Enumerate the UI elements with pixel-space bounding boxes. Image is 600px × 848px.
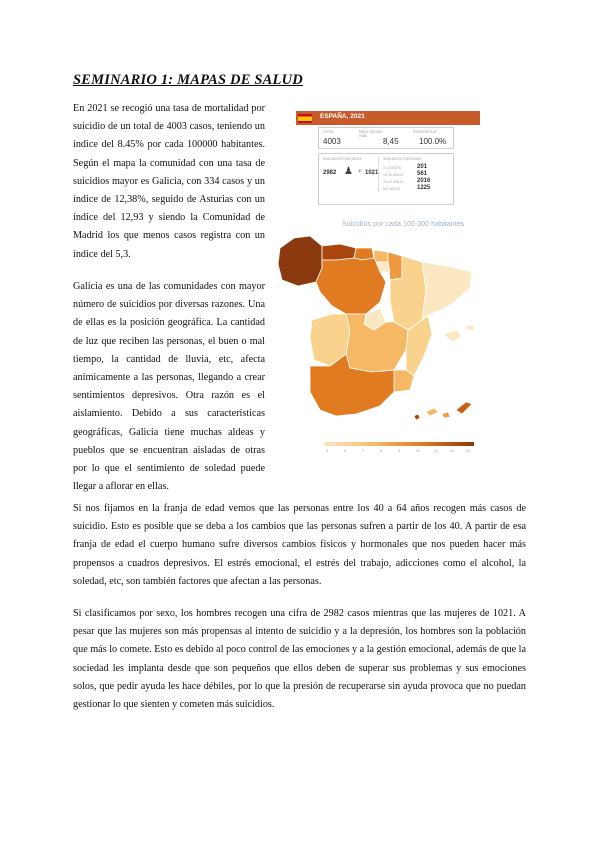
map-legend-ticks (326, 449, 470, 453)
paragraph-galicia: Galicia es una de las comunidades con mayor número de suicidios por diversas razones. Una de ellas es la posición geográfica. La cantidad de luz que reciben las personas, el buen o mal tiempo, la cantidad de lluvia, etc, afecta anímicamente a las personas, llegando a crear sentimientos depresivos. Otra razón es el aislamiento. Debido a sus características geográficas, Galicia tiene muchas aldeas y pueblos que se encuentran aisladas de otras por lo que el sentimiento de soledad puede llegar a aflorar en ellas. (73, 281, 265, 493)
region-canarias-tenerife (426, 408, 438, 416)
legend-tick: 9 (398, 449, 400, 453)
legend-tick: 12 (450, 449, 454, 453)
region-galicia (278, 236, 322, 286)
region-baleares-menorca (466, 325, 474, 330)
spain-choropleth-map (276, 230, 486, 460)
legend-tick: 8 (380, 449, 382, 453)
region-canarias-fuerteventura (456, 402, 472, 414)
age-row-value: 561 (417, 171, 428, 177)
region-canarias-west (414, 414, 420, 420)
rate-label: RATE 100.000 HAB. (359, 130, 383, 139)
map-title: Suicidios por cada 100.000 habitantes (342, 221, 465, 228)
rate-value: 8,45 (383, 137, 399, 146)
total-label: TOTAL (323, 130, 335, 134)
paragraph-age: Si nos fijamos en la franja de edad vemos que las personas entre los 40 a 64 años recogen más casos de suicidio. Esto es posible que se deba a los cambios que las personas sufren a partir de los 40. A partir de esa franja de edad el cuerpo humano sufre diversos cambios físicos y hormonales que nos pueden hacer más propensos a cuadros depresivos. El estrés emocional, el estrés del trabajo, adicciones como el alcohol, la soledad, etc, son también factores que afectan a las personas. (73, 503, 526, 587)
totals-box (318, 127, 454, 149)
age-row-label: 0-14 AÑOS (383, 166, 402, 170)
age-row-value: 201 (417, 164, 428, 170)
paragraph-sex: Si clasificamos por sexo, los hombres recogen una cifra de 2982 casos mientras que las mujeres de 1021. A pesar que las mujeres son más propensas al intento de suicidio y a la depresión, los hombres son la población que más lo comete. Esto es debido al poco control de las emociones y a la gestión emocional, además de que la sociedad les implanta desde que son pequeños que ellos deben de superar sus problemas y sus emociones solos, que pedir ayuda les hace débiles, por lo que la presión de recuperarse sin ayuda provoca que no puedan gestionar lo que sienten y cometen más suicidios. (73, 608, 526, 711)
legend-tick: 13 (466, 449, 470, 453)
person-icon: ♟ (344, 166, 353, 177)
region-asturias (322, 244, 356, 260)
stats-card-title: ESPAÑA, 2021 (320, 113, 365, 120)
legend-tick: 7 (362, 449, 364, 453)
map-legend-bar (324, 442, 474, 446)
sex-label: SUICIDIOS POR SEXO (323, 157, 362, 161)
page-title: SEMINARIO 1: MAPAS DE SALUD (73, 72, 303, 88)
age-row-label: 65+ AÑOS (383, 187, 401, 191)
age-row-label: 15-39 AÑOS (383, 173, 404, 177)
legend-tick: 6 (344, 449, 346, 453)
age-row-value: 1225 (417, 185, 431, 191)
men-value: 2982 (323, 170, 337, 176)
age-label: SUICIDIOS POR EDAD (383, 157, 422, 161)
age-row-value: 2016 (417, 178, 431, 184)
region-cataluna (422, 262, 472, 320)
age-row-label: 40-64 AÑOS (383, 180, 404, 184)
percent-value: 100.0% (419, 137, 447, 146)
legend-tick: 5 (326, 449, 328, 453)
female-icon: ♀ (357, 168, 363, 175)
region-castilla-leon (316, 258, 386, 314)
women-value: 1021 (365, 170, 379, 176)
region-navarra (388, 252, 402, 280)
total-value: 4003 (323, 137, 341, 146)
paragraph-mortality: En 2021 se recogió una tasa de mortalidad por suicidio de un total de 4003 casos, teniendo un índice del 8.45% por cada 100000 habitantes. Según el mapa la comunidad con una tasa de suicidios mayor es Galicia, con 334 casos y un índice de 12,38%, seguido de Asturias con un índice del 12,93 y siendo la Comunidad de Madrid los que menos casos registra con un índice del 5,3. (73, 103, 265, 260)
region-pais-vasco (374, 250, 388, 262)
stats-card-header (296, 111, 480, 125)
spain-flag-icon (298, 114, 312, 123)
breakdown-box (318, 153, 454, 205)
percent-label: PORCENTAJE (413, 130, 437, 134)
legend-tick: 11 (434, 449, 438, 453)
region-murcia (394, 370, 414, 392)
legend-tick: 10 (416, 449, 420, 453)
stats-card (296, 111, 480, 206)
region-canarias-gran-canaria (442, 412, 450, 418)
region-baleares (444, 330, 462, 342)
